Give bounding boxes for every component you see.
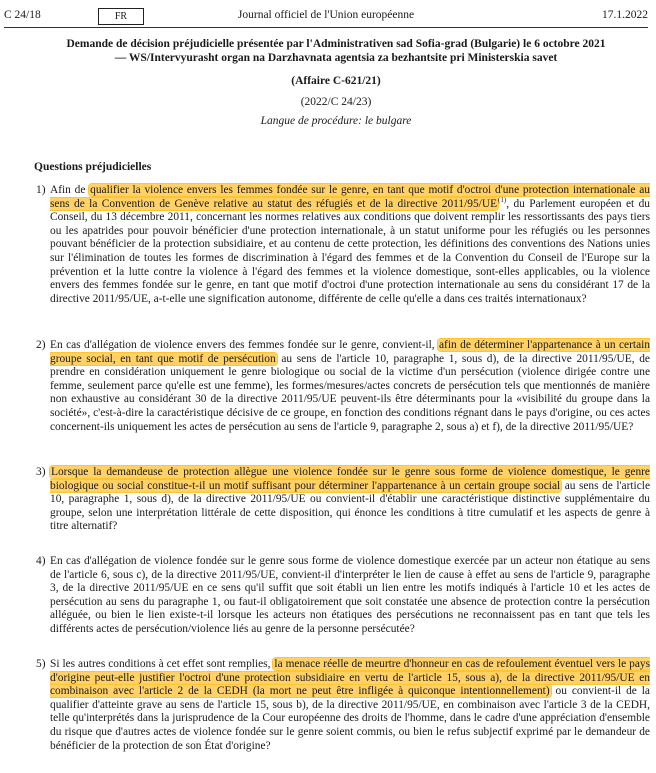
case-number: (Affaire C-621/21) [291,75,381,87]
publication-date: 17.1.2022 [602,9,648,21]
question-text-before: En cas d'allégation de violence fondée sur le genre sous forme de violence domestique exercée par un acteur non étatique au sens de l'article 6, sous c), de la directive 2011/95/UE, convient-il d'interpréter le lien de cause à effet au sens de l'article 9, paragraphe 3, de la directive 2011/95/UE en ce sens qu'il suffit que soit établi un lien entre les motifs indiqués à l'article 10 et les actes de persécution au sens du paragraphe 1, ou faut-il obligatoirement que soit constatée une absence de protection contre la persécution alléguée, ou bien le lien existe-t-il lorsque les acteurs non étatiques des persécutions ne reconnaissent pas en tant que tels les différents actes de persécution/violence liés au genre de la personne persécutée? [50,555,650,635]
question-3 [36,466,650,534]
question-text-after: , du Parlement européen et du Conseil, du 13 décembre 2011, concernant les normes relatives aux conditions que doivent remplir les ressortissants des pays tiers ou les apatrides pour pouvoir bénéficier d'une protection internationale, à un statut uniforme pour les réfugiés ou les personnes pouvant bénéficier de la protection subsidiaire, et au contenu de cette protection, les définitions des conventions des Nations unies sur l'élimination de toutes les formes de discrimination à l'égard des femmes et de la Convention du Conseil de l'Europe sur la prévention et la lutte contre la violence à l'égard des femmes et la violence domestique, sont-elles applicables, ou la violence envers des femmes fondée sur le genre, en tant que motif d'octroi d'une protection internationale au sens du considérant 17 de la directive 2011/95/UE, a-t-elle une signification autonome, différente de celle qu'elle a dans ces traités internationaux? [50,197,650,305]
footnote-marker[interactable]: (1) [498,195,507,204]
question-text-after: ou convient-il de la qualifier d'atteinte grave au sens de l'article 15, sous b), de la directive 2011/95/UE, en combinaison avec l'article 3 de la CEDH, telle qu'interprétés dans la jurisprudence de la Cour européenne des droits de l'homme, dans le cadre d'une appréciation d'ensemble du risque que d'autres actes de violence fondée sur le genre soient commis, ou bien le refus subjectif exprimé par le demandeur de bénéficier de la protection de son État d'origine? [50,685,650,752]
question-text [50,466,650,534]
document-reference: (2022/C 24/23) [300,96,372,108]
highlighted-passage: afin de déterminer l'appartenance à un certain groupe social, en tant que motif de persécution [50,339,650,365]
header-rule [4,27,648,28]
question-text-before: Si les autres conditions à cet effet sont remplies, [50,658,274,670]
title-block [40,38,632,127]
procedure-language: Langue de procédure: le bulgare [260,115,412,127]
question-5 [36,658,650,753]
question-text [50,555,650,637]
question-4 [36,555,650,637]
question-number: 1) [36,184,46,196]
journal-title: Journal officiel de l'Union européenne [237,9,415,21]
question-text [50,339,650,434]
question-text [50,658,650,753]
question-text-before: Afin de [50,184,90,196]
document-title: Demande de décision préjudicielle présentée par l'Administrativen sad Sofia-grad (Bulgarie) le 6 octobre 2021 — WS/Intervyurasht organ na Darzhavnata agentsia za bezhantsite pri Ministerskia savet [66,38,606,64]
highlighted-passage: la menace réelle de meurtre d'honneur en cas de refoulement éventuel vers le pays d'origine peut-elle justifier l'octroi d'une protection subsidiaire en vertu de l'article 15, sous a), de la directive 2011/95/UE en combinaison avec l'article 2 de la CEDH (la mort ne peut être infligée à quiconque intentionnellement) [50,658,651,698]
language-badge: FR [98,8,144,25]
running-header [4,4,648,28]
question-number: 3) [36,466,46,478]
highlighted-passage: Lorsque la demandeuse de protection allègue une violence fondée sur le genre sous forme de violence domestique, le genre biologique ou social constitue-t-il un motif suffisant pour déterminer l'appartenance à un certain groupe social [50,466,650,492]
question-text-after: au sens de l'article 10, paragraphe 1, sous d), de la directive 2011/95/UE, de prendre en considération uniquement le genre biologique ou social de la victime d'un persécution (violence dirigée contre une femme, seulement parce qu'elle est une femme), les formes/mesures/actes concrets de persécution tels que mentionnés de manière non exhaustive au considérant 30 de la directive 2011/95/UE peuvent-ils être déterminants pour la «visibilité du groupe dans la société», c'est-à-dire la caractéristique décisive de ce groupe, en fonction des conditions régnant dans le pays d'origine, ou ces actes concernent-ils uniquement les actes de persécution au sens de l'article 9, paragraphe 2, sous a) et f), de la directive 2011/95/UE? [50,352,650,433]
question-text-before: En cas d'allégation de violence envers des femmes fondée sur le genre, convient-il, [50,339,438,351]
question-text [50,184,650,306]
question-1 [36,184,650,306]
question-text-after: au sens de l'article 10, paragraphe 1, sous d), de la directive 2011/95/UE ou convient-il d'établir une caractéristique distinctive supplémentaire du groupe, selon une interprétation littérale de cette disposition, qui énonce les conditions à titre cumulatif et les aspects de genre à titre alternatif? [50,479,650,533]
journal-reference: C 24/18 [4,9,41,21]
highlighted-passage: qualifier la violence envers les femmes fondée sur le genre, en tant que motif d'octroi d'une protection internationale au sens de la Convention de Genève relative au statut des réfugiés et de la directive 2011/95/UE [50,184,650,210]
question-number: 4) [36,555,46,567]
question-number: 2) [36,339,46,351]
question-number: 5) [36,658,46,670]
section-heading: Questions préjudicielles [34,161,152,173]
question-2 [36,339,650,434]
